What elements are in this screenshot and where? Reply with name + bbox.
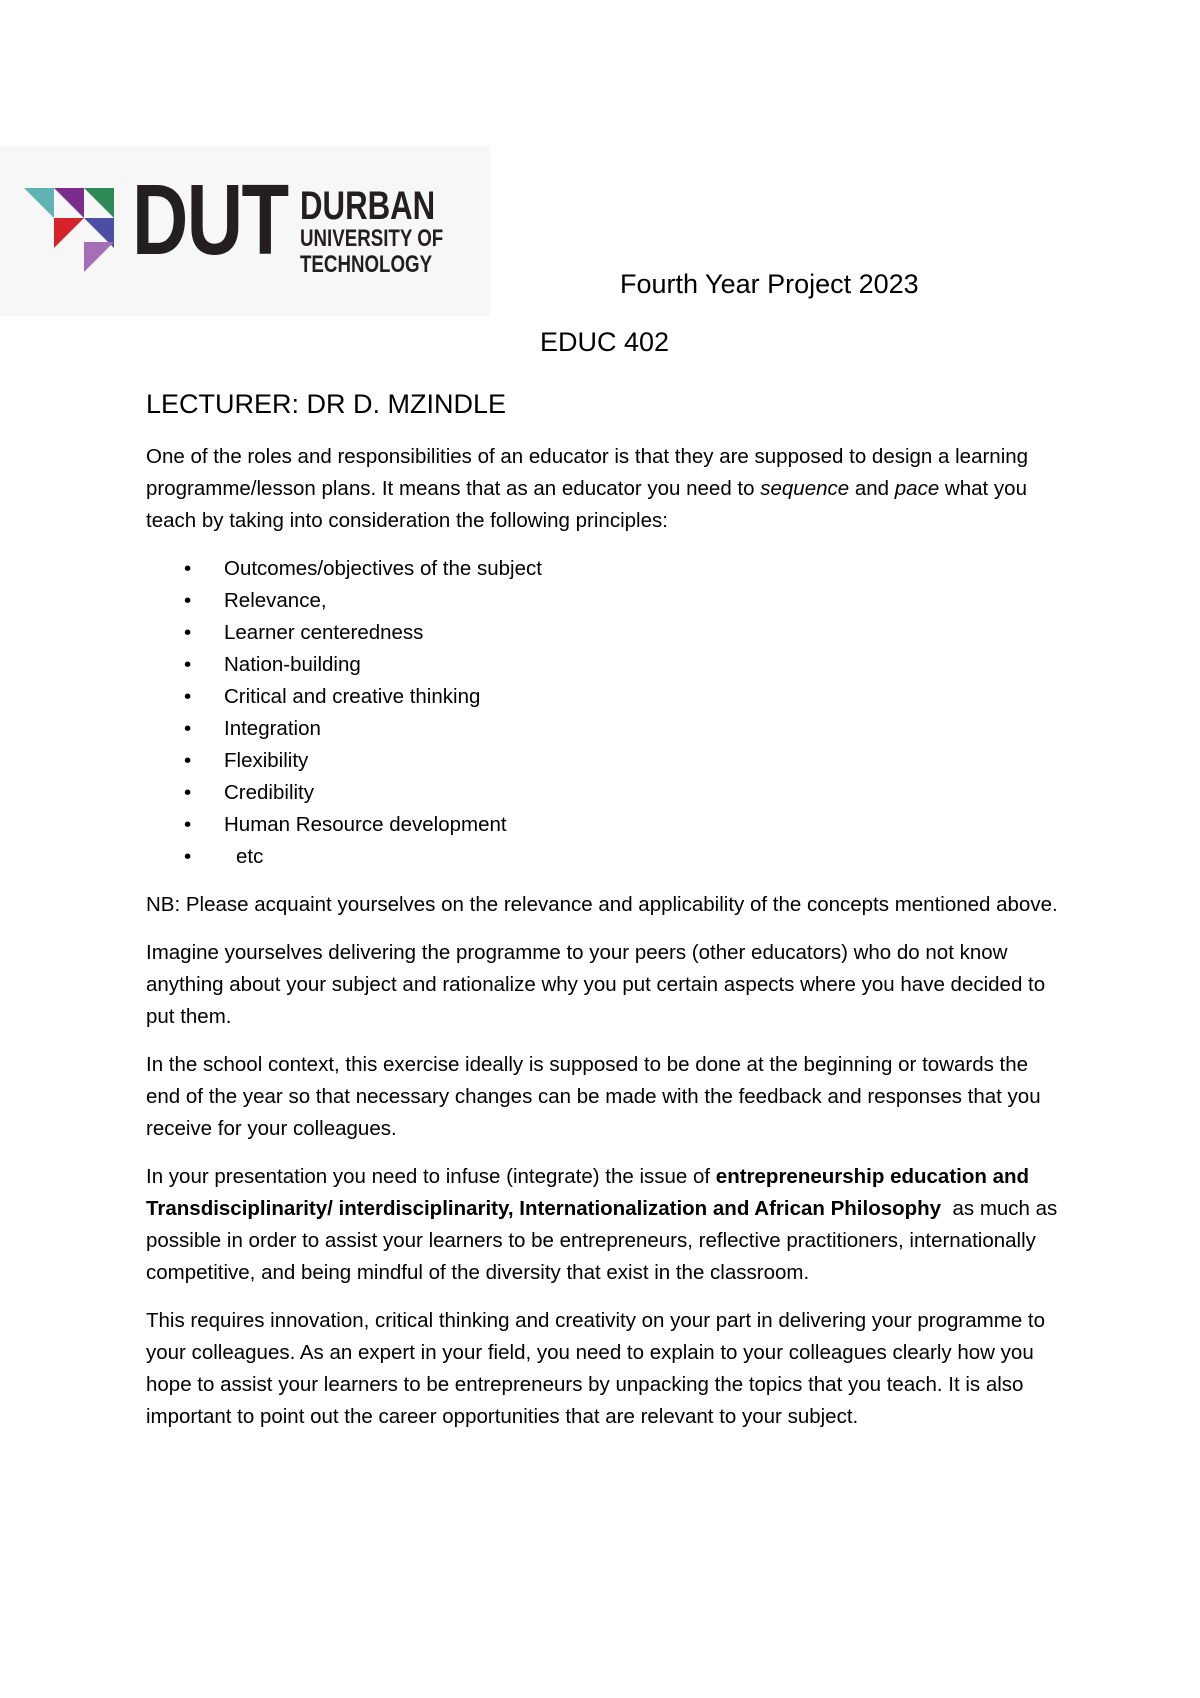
list-item (146, 809, 1066, 841)
list-item (146, 585, 1066, 617)
bullet-icon: • (184, 717, 192, 740)
intro-text-1: One of the roles and responsibilities of an educator is that they are supposed to design a learning programme/lesson plans. It means that as an educator you need to (146, 445, 1029, 500)
list-item (146, 777, 1066, 809)
list-item (146, 841, 1066, 873)
intro-text-2: and (849, 477, 895, 500)
list-item-text: Integration (224, 717, 321, 740)
logo-triangle-purple (54, 188, 84, 218)
logo-triangle-teal (24, 188, 54, 218)
list-item (146, 713, 1066, 745)
document-body (146, 441, 1066, 1449)
logo-name-line-1: DURBAN (300, 184, 436, 228)
list-item (146, 681, 1066, 713)
bullet-icon: • (184, 653, 192, 676)
school-context-paragraph: In the school context, this exercise ideally is supposed to be done at the beginning or towards the end of the year so that necessary changes can be made with the feedback and responses that you receive for your colleagues. (146, 1053, 1041, 1140)
logo-university-name (300, 186, 443, 278)
requires-paragraph: This requires innovation, critical thinking and creativity on your part in delivering your programme to your colleagues. As an expert in your field, you need to explain to your colleagues clearly how you hope to assist your learners to be entrepreneurs by unpacking the topics that you teach. It is also important to point out the career opportunities that are relevant to your subject. (146, 1309, 1046, 1428)
bullet-icon: • (184, 845, 192, 868)
nb-paragraph: NB: Please acquaint yourselves on the relevance and applicability of the concepts mentioned above. (146, 893, 1058, 916)
triangle-mosaic-icon (20, 184, 130, 274)
bullet-icon: • (184, 557, 192, 580)
imagine-paragraph: Imagine yourselves delivering the programme to your peers (other educators) who do not know anything about your subject and rationalize why you put certain aspects where you have decided to put them. (146, 941, 1046, 1028)
list-item (146, 649, 1066, 681)
logo-name-line-3: TECHNOLOGY (300, 251, 433, 278)
logo-name-line-2: UNIVERSITY OF (300, 225, 444, 252)
intro-emphasis-pace: pace (894, 477, 940, 500)
list-item-text: etc (236, 845, 264, 868)
document-title: Fourth Year Project 2023 (620, 269, 919, 299)
presentation-text-2: as much as possible in order to assist your learners to be entrepreneurs, reflective practitioners, internationally competitive, and being mindful of the diversity that exist in the classroom. (146, 1197, 1064, 1284)
intro-emphasis-sequence: sequence (760, 477, 850, 500)
list-item-text: Critical and creative thinking (224, 685, 481, 708)
list-item-text: Flexibility (224, 749, 309, 772)
bullet-icon: • (184, 749, 192, 772)
list-item (146, 617, 1066, 649)
list-item-text: Learner centeredness (224, 621, 424, 644)
presentation-text-1: In your presentation you need to infuse (integrate) the issue of (146, 1165, 716, 1188)
list-item-text: Credibility (224, 781, 314, 804)
list-item-text: Relevance, (224, 589, 327, 612)
list-item-text: Human Resource development (224, 813, 507, 836)
list-item (146, 745, 1066, 777)
bullet-icon: • (184, 589, 192, 612)
logo-triangle-green (84, 188, 114, 218)
logo-triangle-lilac (84, 242, 114, 272)
intro-paragraph (146, 441, 1066, 537)
presentation-paragraph (146, 1161, 1066, 1289)
list-item-text: Nation-building (224, 653, 361, 676)
list-item-text: Outcomes/objectives of the subject (224, 557, 542, 580)
logo-abbreviation: DUT (132, 164, 288, 276)
lecturer-name: LECTURER: DR D. MZINDLE (146, 389, 507, 419)
university-logo (0, 146, 490, 316)
principles-list (146, 553, 1066, 873)
bullet-icon: • (184, 813, 192, 836)
course-code: EDUC 402 (540, 327, 670, 357)
intro-text-3: what you teach by taking into consideration the following principles: (146, 477, 1027, 532)
list-item (146, 553, 1066, 585)
logo-triangle-red (54, 218, 84, 248)
bullet-icon: • (184, 685, 192, 708)
bullet-icon: • (184, 781, 192, 804)
bullet-icon: • (184, 621, 192, 644)
presentation-bold-topics: entrepreneurship education and Transdisciplinarity/ interdisciplinarity, Internationalization and African Philosophy (146, 1165, 1030, 1220)
